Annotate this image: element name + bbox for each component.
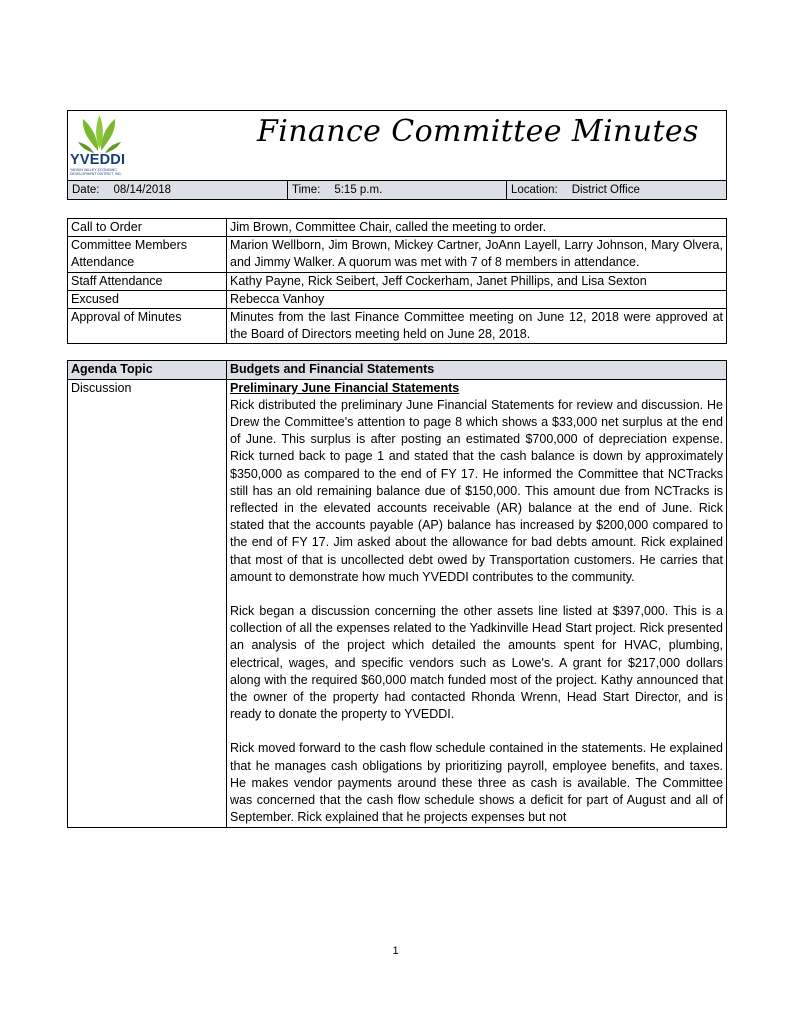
table-row — [68, 309, 727, 344]
time-value: 5:15 p.m. — [334, 184, 383, 196]
row-value: Minutes from the last Finance Committee meeting on June 12, 2018 were approved at the Board of Directors meeting held on June 28, 2018. — [227, 309, 727, 344]
time-label: Time: — [292, 184, 321, 196]
location-cell — [506, 181, 726, 199]
discussion-paragraph: Rick moved forward to the cash flow schedule contained in the statements. He explained that he manages cash obligations by prioritizing payroll, employee benefits, and taxes. He makes vendor payments around these three as cash is available. The Committee was concerned that the cash flow schedule shows a deficit for part of August and all of September. Rick explained that he projects expenses but not — [230, 741, 723, 825]
discussion-paragraph: Rick began a discussion concerning the other assets line listed at $397,000. This is a collection of all the expenses related to the Yadkinville Head Start project. Rick presented an analysis of the project which detailed the amounts spent for HVAC, plumbing, electrical, wages, and specific vendors such as Lowe's. A grant for $217,000 dollars along with the required $60,000 match funded most of the project. Kathy announced that the owner of the property had contacted Rhonda Wrenn, Head Start Director, and is ready to donate the property to YVEDDI. — [230, 604, 723, 722]
table-row — [68, 237, 727, 272]
logo-wordmark: YVEDDI — [70, 152, 126, 168]
row-label: Approval of Minutes — [68, 309, 227, 344]
minutes-page — [67, 110, 727, 828]
discussion-label: Discussion — [68, 379, 227, 827]
agenda-topic-label: Agenda Topic — [68, 361, 227, 379]
row-label: Staff Attendance — [68, 272, 227, 290]
document-title: Finance Committee Minutes — [257, 114, 699, 149]
table-row — [68, 290, 727, 308]
time-cell — [287, 181, 506, 199]
yveddi-logo — [68, 111, 132, 180]
row-value: Jim Brown, Committee Chair, called the meeting to order. — [227, 219, 727, 237]
discussion-subheading: Preliminary June Financial Statements — [230, 380, 460, 395]
row-label: Excused — [68, 290, 227, 308]
location-label: Location: — [511, 184, 558, 196]
meeting-details-row — [67, 180, 727, 200]
agenda-header-row — [68, 361, 727, 379]
discussion-paragraph: Rick distributed the preliminary June Financial Statements for review and discussion. He Drew the Committee's attention to page 8 which shows a $33,000 net surplus at the end of June. This surplus is after posting an estimated $700,000 of depreciation expense. Rick turned back to page 1 and stated that the cash balance is down by approximately $350,000 as compared to the end of FY 17. He informed the Committee that NCTracks still has an old remaining balance due of $150,000. This amount due from NCTracks is reflected in the elevated accounts receivable (AR) balance at the end of June. Rick stated that the accounts payable (AP) balance has increased by $200,000 compared to the end of FY 17. Jim asked about the allowance for bad debts amount. Rick explained that most of that is uncollected debt owed by Transportation customers. He carries that amount to demonstrate how much YVEDDI contributes to the community. — [230, 397, 723, 584]
location-value: District Office — [571, 184, 640, 196]
table-row — [68, 219, 727, 237]
row-value: Marion Wellborn, Jim Brown, Mickey Cartner, JoAnn Layell, Larry Johnson, Mary Olvera, and Jimmy Walker. A quorum was met with 7 of 8 members in attendance. — [227, 237, 727, 272]
discussion-body — [227, 379, 727, 827]
agenda-table — [67, 360, 727, 827]
document-header — [67, 110, 727, 180]
sprout-icon — [68, 111, 132, 155]
date-cell — [68, 181, 287, 199]
date-value: 08/14/2018 — [113, 184, 172, 196]
agenda-topic-value: Budgets and Financial Statements — [227, 361, 727, 379]
meeting-info-table — [67, 218, 727, 344]
logo-subtext: YADKIN VALLEY ECONOMIC DEVELOPMENT DISTRICT, INC. — [70, 168, 123, 176]
row-value: Kathy Payne, Rick Seibert, Jeff Cockerham, Janet Phillips, and Lisa Sexton — [227, 272, 727, 290]
date-label: Date: — [72, 184, 100, 196]
row-value: Rebecca Vanhoy — [227, 290, 727, 308]
page-number: 1 — [392, 945, 399, 957]
row-label: Call to Order — [68, 219, 227, 237]
discussion-row — [68, 379, 727, 827]
table-row — [68, 272, 727, 290]
row-label: Committee Members Attendance — [68, 237, 227, 272]
